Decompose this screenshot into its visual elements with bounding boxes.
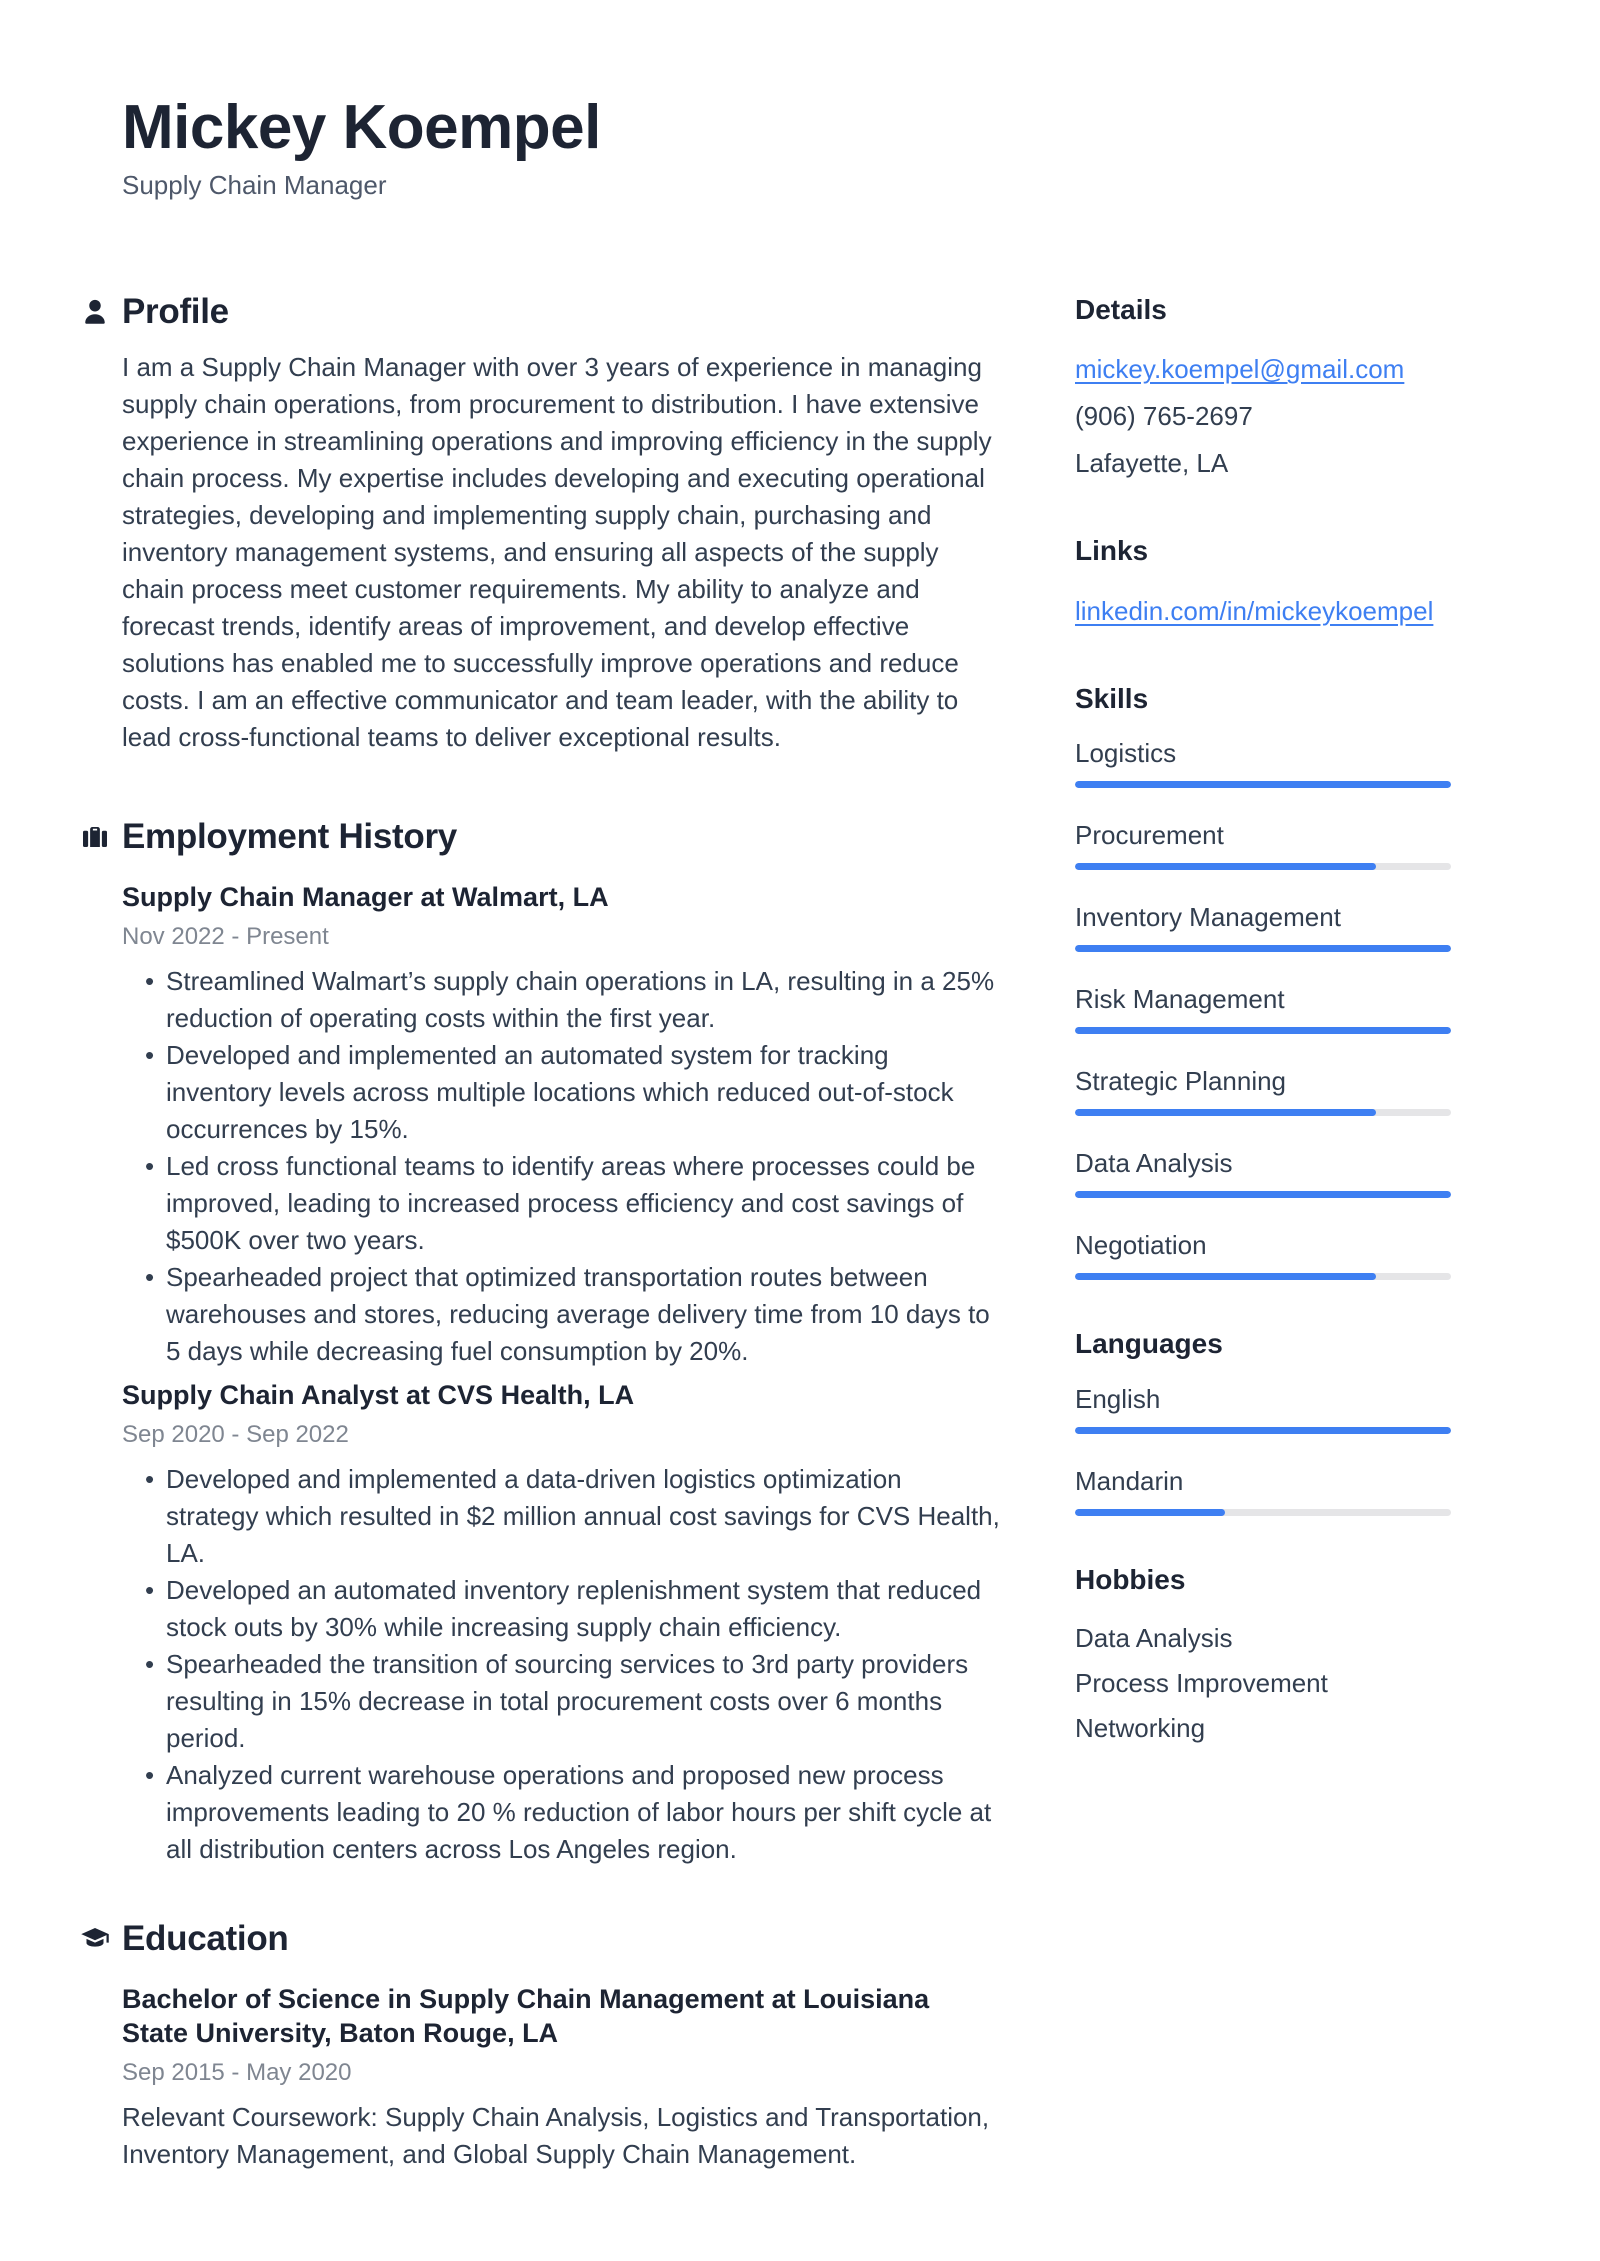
job-bullet-list [122,963,1000,1370]
job-bullet: • Streamlined Walmart’s supply chain operations in LA, resulting in a 25% reduction of operating costs within the first year. [122,963,1000,1037]
details-heading: Details [1075,294,1167,325]
education-title: Bachelor of Science in Supply Chain Management at Louisiana State University, Baton Rouge, LA [122,1983,930,2048]
page-columns [122,95,1465,2173]
language-item [1075,1381,1451,1434]
skill-label: Data Analysis [1075,1148,1233,1179]
briefcase-icon [80,822,110,852]
skill-bar-fill [1075,781,1451,788]
candidate-name: Mickey Koempel [122,93,601,162]
hobby-item: Networking [1075,1712,1206,1743]
hobby-item: Data Analysis [1075,1622,1233,1653]
skill-bar-fill [1075,1027,1451,1034]
job-bullet: • Analyzed current warehouse operations and proposed new process improvements leading to 20 % reduction of labor hours per shift cycle at all distribution centers across Los Angeles region. [122,1757,1000,1868]
hobby-item: Process Improvement [1075,1667,1328,1698]
job-period: Nov 2022 - Present [122,922,329,950]
language-label: Mandarin [1075,1465,1184,1496]
skill-bar-fill [1075,863,1376,870]
skill-bar [1075,1109,1451,1116]
links-heading: Links [1075,535,1149,567]
skill-item [1075,1063,1451,1116]
job-bullet: • Developed and implemented a data-driven logistics optimization strategy which resulted in $2 million annual cost savings for CVS Health, LA. [122,1461,1000,1572]
language-bar [1075,1427,1451,1434]
languages-heading: Languages [1075,1328,1223,1360]
linkedin-link[interactable]: linkedin.com/in/mickeykoempel [1075,595,1434,626]
profile-heading: Profile [122,291,229,331]
skill-bar [1075,945,1451,952]
skill-label: Risk Management [1075,984,1285,1015]
job-period: Sep 2020 - Sep 2022 [122,1420,349,1448]
language-bar [1075,1509,1451,1516]
employment-section-header [80,816,1000,858]
job-bullet-list [122,1461,1000,1868]
links-group [1075,533,1451,634]
job-bullet: • Developed an automated inventory replenishment system that reduced stock outs by 30% while increasing supply chain efficiency. [122,1572,1000,1646]
graduation-cap-icon [80,1924,110,1954]
language-bar-fill [1075,1509,1225,1516]
location-line: Lafayette, LA [1075,448,1229,479]
skill-item [1075,899,1451,952]
skill-label: Negotiation [1075,1230,1207,1261]
skill-item [1075,1227,1451,1280]
skill-item [1075,735,1451,788]
skill-bar-fill [1075,945,1451,952]
sidebar-column [1075,95,1451,1751]
profile-section [122,291,1000,756]
skills-heading: Skills [1075,682,1149,714]
skill-item [1075,1145,1451,1198]
languages-group [1075,1326,1451,1515]
email-link[interactable]: mickey.koempel@gmail.com [1075,354,1405,385]
education-period: Sep 2015 - May 2020 [122,2058,352,2086]
skill-bar [1075,781,1451,788]
language-label: English [1075,1383,1161,1414]
phone-line: (906) 765-2697 [1075,401,1253,432]
education-description: Relevant Coursework: Supply Chain Analysis, Logistics and Transportation, Inventory Management, and Global Supply Chain Management. [122,2101,990,2169]
hobbies-group [1075,1562,1451,1751]
hobbies-heading: Hobbies [1075,1563,1186,1595]
skill-bar-fill [1075,1191,1451,1198]
person-icon [80,297,110,327]
skill-label: Procurement [1075,820,1224,851]
employment-section [122,816,1000,1868]
candidate-job-title: Supply Chain Manager [122,169,387,200]
education-section [122,1918,1000,2173]
job-bullet: • Spearheaded the transition of sourcing services to 3rd party providers resulting in 15% decrease in total procurement costs over 6 months period. [122,1646,1000,1757]
job-bullet: • Spearheaded project that optimized transportation routes between warehouses and stores, reducing average delivery time from 10 days to 5 days while decreasing fuel consumption by 20%. [122,1259,1000,1370]
skill-bar [1075,1273,1451,1280]
language-item [1075,1463,1451,1516]
details-group [1075,292,1451,487]
skill-item [1075,981,1451,1034]
employment-heading: Employment History [122,816,457,856]
skill-bar [1075,1191,1451,1198]
hobby-list [1075,1616,1451,1751]
profile-text: I am a Supply Chain Manager with over 3 years of experience in managing supply chain operations, from procurement to distribution. I have extensive experience in streamlining operations and improving efficiency in the supply chain process. My expertise includes developing and executing operational strategies, developing and implementing supply chain, purchasing and inventory management systems, and ensuring all aspects of the supply chain process meet customer requirements. My ability to analyze and forecast trends, identify areas of improvement, and develop effective solutions has enabled me to successfully improve operations and reduce costs. I am an effective communicator and team leader, with the ability to lead cross-functional teams to deliver exceptional results. [122,351,992,752]
main-column [122,95,1000,2173]
skill-item [1075,817,1451,870]
skill-label: Logistics [1075,738,1177,769]
education-section-header [80,1918,1000,1960]
job-bullet: • Developed and implemented an automated system for tracking inventory levels across multiple locations which reduced out-of-stock occurrences by 15%. [122,1037,1000,1148]
resume-header [122,95,1000,203]
skill-label: Inventory Management [1075,902,1341,933]
skill-label: Strategic Planning [1075,1066,1287,1097]
education-entry [122,1982,1000,2173]
skill-bar-fill [1075,1273,1376,1280]
job-title: Supply Chain Manager at Walmart, LA [122,881,609,912]
skill-bar-fill [1075,1109,1376,1116]
skill-bar [1075,863,1451,870]
email-line [1075,346,1451,393]
skill-bar [1075,1027,1451,1034]
job-entry [122,1378,1000,1868]
language-bar-fill [1075,1427,1451,1434]
education-heading: Education [122,1918,289,1958]
skills-group [1075,681,1451,1280]
job-entry [122,880,1000,1370]
profile-section-header [80,291,1000,333]
job-title: Supply Chain Analyst at CVS Health, LA [122,1379,635,1410]
link-line [1075,588,1451,635]
job-bullet: • Led cross functional teams to identify areas where processes could be improved, leading to increased process efficiency and cost savings of $500K over two years. [122,1148,1000,1259]
